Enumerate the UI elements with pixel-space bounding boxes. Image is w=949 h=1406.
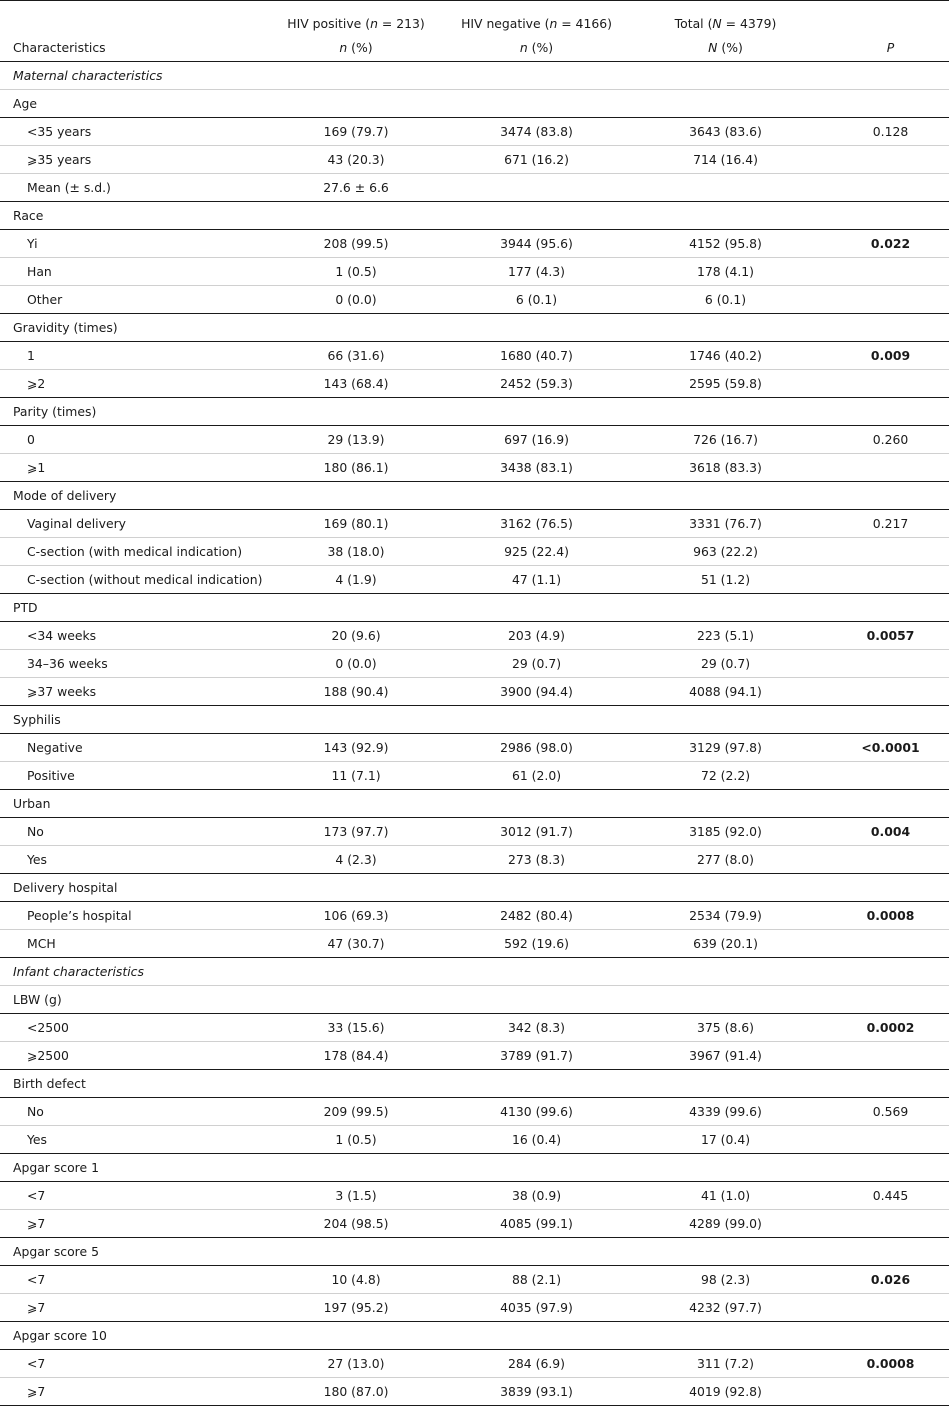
total-cell: 2534 (79.9) <box>632 902 819 930</box>
row-label: No <box>0 818 271 846</box>
total-cell: 3618 (83.3) <box>632 454 819 482</box>
table-header <box>0 1 949 62</box>
p-value-cell <box>819 930 949 958</box>
header-total <box>632 1 819 34</box>
p-value-cell <box>819 454 949 482</box>
table-row <box>0 1350 949 1378</box>
hiv-negative-cell: 671 (16.2) <box>441 146 632 174</box>
hiv-positive-cell: 197 (95.2) <box>271 1294 441 1322</box>
row-label: <7 <box>0 1350 271 1378</box>
category-row <box>0 482 949 510</box>
table-row <box>0 846 949 874</box>
hiv-positive-cell: 20 (9.6) <box>271 622 441 650</box>
header-characteristics: Characteristics <box>13 39 106 55</box>
total-cell: 41 (1.0) <box>632 1182 819 1210</box>
p-value-cell <box>819 1042 949 1070</box>
total-cell: 223 (5.1) <box>632 622 819 650</box>
table-row <box>0 342 949 370</box>
group-n-value: = 4379) <box>721 16 777 31</box>
total-cell: 963 (22.2) <box>632 538 819 566</box>
hiv-positive-cell: 66 (31.6) <box>271 342 441 370</box>
group-paren: ( <box>707 16 713 31</box>
p-value-cell <box>819 538 949 566</box>
p-value-cell: 0.569 <box>819 1098 949 1126</box>
p-value-cell <box>819 1378 949 1406</box>
p-value-cell: 0.004 <box>819 818 949 846</box>
category-label: Apgar score 10 <box>0 1322 949 1350</box>
table-row <box>0 678 949 706</box>
hiv-positive-cell: 29 (13.9) <box>271 426 441 454</box>
p-value-cell: 0.260 <box>819 426 949 454</box>
total-cell: 98 (2.3) <box>632 1266 819 1294</box>
hiv-positive-cell: 169 (80.1) <box>271 510 441 538</box>
total-cell: 311 (7.2) <box>632 1350 819 1378</box>
row-label: No <box>0 1098 271 1126</box>
group-n-var: n <box>370 16 378 31</box>
p-value-cell <box>819 846 949 874</box>
category-row <box>0 594 949 622</box>
table-row <box>0 734 949 762</box>
hiv-negative-cell: 3839 (93.1) <box>441 1378 632 1406</box>
row-label: ⩾35 years <box>0 146 271 174</box>
p-value-cell: 0.022 <box>819 230 949 258</box>
p-value-cell: 0.0057 <box>819 622 949 650</box>
hiv-negative-cell: 38 (0.9) <box>441 1182 632 1210</box>
p-value-cell <box>819 286 949 314</box>
table-row <box>0 902 949 930</box>
hiv-negative-cell: 3900 (94.4) <box>441 678 632 706</box>
category-row <box>0 706 949 734</box>
total-cell: 3331 (76.7) <box>632 510 819 538</box>
p-value-cell: 0.026 <box>819 1266 949 1294</box>
group-n-var: n <box>549 16 558 31</box>
category-row <box>0 1238 949 1266</box>
header-row-units <box>0 33 949 62</box>
total-cell: 72 (2.2) <box>632 762 819 790</box>
hiv-negative-cell: 4130 (99.6) <box>441 1098 632 1126</box>
category-label: Age <box>0 90 949 118</box>
table-row <box>0 174 949 202</box>
row-label: People’s hospital <box>0 902 271 930</box>
hiv-positive-cell: 1 (0.5) <box>271 1126 441 1154</box>
row-label: 1 <box>0 342 271 370</box>
p-value-cell <box>819 370 949 398</box>
group-paren: ( <box>365 16 371 31</box>
total-cell: 3185 (92.0) <box>632 818 819 846</box>
hiv-negative-cell: 3162 (76.5) <box>441 510 632 538</box>
row-label: MCH <box>0 930 271 958</box>
header-p-value: P <box>886 39 895 55</box>
row-label: Yi <box>0 230 271 258</box>
hiv-positive-cell: 204 (98.5) <box>271 1210 441 1238</box>
hiv-negative-cell: 2482 (80.4) <box>441 902 632 930</box>
hiv-negative-cell: 3012 (91.7) <box>441 818 632 846</box>
total-cell: 3129 (97.8) <box>632 734 819 762</box>
unit-var: N <box>708 39 718 55</box>
unit-total <box>632 33 819 62</box>
hiv-negative-cell: 697 (16.9) <box>441 426 632 454</box>
hiv-negative-cell: 29 (0.7) <box>441 650 632 678</box>
hiv-negative-cell: 3789 (91.7) <box>441 1042 632 1070</box>
unit-rest: (%) <box>717 39 743 55</box>
hiv-positive-cell: 209 (99.5) <box>271 1098 441 1126</box>
p-value-cell <box>819 762 949 790</box>
table-row <box>0 762 949 790</box>
hiv-positive-cell: 143 (68.4) <box>271 370 441 398</box>
section-row <box>0 958 949 986</box>
row-label: Yes <box>0 846 271 874</box>
category-row <box>0 986 949 1014</box>
table-row <box>0 930 949 958</box>
hiv-positive-cell: 169 (79.7) <box>271 118 441 146</box>
row-label: C-section (without medical indication) <box>0 566 271 594</box>
hiv-negative-cell: 88 (2.1) <box>441 1266 632 1294</box>
category-row <box>0 1154 949 1182</box>
table-row <box>0 286 949 314</box>
hiv-negative-cell: 2452 (59.3) <box>441 370 632 398</box>
p-value-cell <box>819 678 949 706</box>
header-hiv-positive <box>271 1 441 34</box>
hiv-positive-cell: 173 (97.7) <box>271 818 441 846</box>
hiv-negative-cell: 3474 (83.8) <box>441 118 632 146</box>
group-n-value: = 213) <box>377 16 425 31</box>
total-cell: 51 (1.2) <box>632 566 819 594</box>
table-row <box>0 566 949 594</box>
total-cell: 4232 (97.7) <box>632 1294 819 1322</box>
total-cell: 6 (0.1) <box>632 286 819 314</box>
category-label: Syphilis <box>0 706 949 734</box>
p-value-cell <box>819 174 949 202</box>
hiv-negative-cell: 16 (0.4) <box>441 1126 632 1154</box>
hiv-positive-cell: 3 (1.5) <box>271 1182 441 1210</box>
p-value-cell <box>819 1294 949 1322</box>
table-row <box>0 454 949 482</box>
table-row <box>0 538 949 566</box>
unit-var: n <box>339 39 348 55</box>
hiv-negative-cell: 6 (0.1) <box>441 286 632 314</box>
hiv-positive-cell: 208 (99.5) <box>271 230 441 258</box>
unit-var: n <box>519 39 528 55</box>
header-row-groups <box>0 1 949 34</box>
hiv-positive-cell: 1 (0.5) <box>271 258 441 286</box>
category-row <box>0 790 949 818</box>
p-value-cell <box>819 650 949 678</box>
row-label: <34 weeks <box>0 622 271 650</box>
row-label: Negative <box>0 734 271 762</box>
row-label: C-section (with medical indication) <box>0 538 271 566</box>
category-label: Birth defect <box>0 1070 949 1098</box>
hiv-positive-cell: 188 (90.4) <box>271 678 441 706</box>
total-cell: 4088 (94.1) <box>632 678 819 706</box>
total-cell: 3643 (83.6) <box>632 118 819 146</box>
total-cell: 4019 (92.8) <box>632 1378 819 1406</box>
table-row <box>0 370 949 398</box>
hiv-positive-cell: 33 (15.6) <box>271 1014 441 1042</box>
p-value-cell: 0.0008 <box>819 1350 949 1378</box>
section-row <box>0 62 949 90</box>
row-label: ⩾2 <box>0 370 271 398</box>
p-value-cell: 0.009 <box>819 342 949 370</box>
hiv-negative-cell <box>441 174 632 202</box>
category-row <box>0 90 949 118</box>
category-label: PTD <box>0 594 949 622</box>
table-body <box>0 62 949 1406</box>
table-row <box>0 1266 949 1294</box>
p-value-cell <box>819 146 949 174</box>
p-value-cell: 0.0008 <box>819 902 949 930</box>
p-value-cell: 0.217 <box>819 510 949 538</box>
table-row <box>0 510 949 538</box>
hiv-positive-cell: 0 (0.0) <box>271 650 441 678</box>
table-row <box>0 1378 949 1406</box>
hiv-negative-cell: 1680 (40.7) <box>441 342 632 370</box>
table-row <box>0 1126 949 1154</box>
group-paren: ( <box>544 16 550 31</box>
group-label: Total <box>674 16 704 31</box>
hiv-negative-cell: 273 (8.3) <box>441 846 632 874</box>
row-label: Yes <box>0 1126 271 1154</box>
table-row <box>0 118 949 146</box>
hiv-positive-cell: 43 (20.3) <box>271 146 441 174</box>
group-n-var: N <box>712 16 722 31</box>
hiv-negative-cell: 284 (6.9) <box>441 1350 632 1378</box>
category-label: LBW (g) <box>0 986 949 1014</box>
hiv-positive-cell: 180 (87.0) <box>271 1378 441 1406</box>
category-label: Gravidity (times) <box>0 314 949 342</box>
total-cell: 375 (8.6) <box>632 1014 819 1042</box>
p-value-cell: 0.445 <box>819 1182 949 1210</box>
hiv-positive-cell: 143 (92.9) <box>271 734 441 762</box>
hiv-negative-cell: 47 (1.1) <box>441 566 632 594</box>
hiv-negative-cell: 203 (4.9) <box>441 622 632 650</box>
table-row <box>0 650 949 678</box>
hiv-negative-cell: 3944 (95.6) <box>441 230 632 258</box>
category-label: Apgar score 5 <box>0 1238 949 1266</box>
row-label: Positive <box>0 762 271 790</box>
total-cell: 714 (16.4) <box>632 146 819 174</box>
hiv-positive-cell: 38 (18.0) <box>271 538 441 566</box>
total-cell: 29 (0.7) <box>632 650 819 678</box>
table-row <box>0 1210 949 1238</box>
hiv-positive-cell: 27.6 ± 6.6 <box>271 174 441 202</box>
total-cell: 178 (4.1) <box>632 258 819 286</box>
hiv-positive-cell: 0 (0.0) <box>271 286 441 314</box>
hiv-negative-cell: 177 (4.3) <box>441 258 632 286</box>
category-row <box>0 1322 949 1350</box>
category-label: Mode of delivery <box>0 482 949 510</box>
header-blank <box>0 1 271 34</box>
row-label: 0 <box>0 426 271 454</box>
total-cell: 4289 (99.0) <box>632 1210 819 1238</box>
hiv-positive-cell: 4 (2.3) <box>271 846 441 874</box>
total-cell: 639 (20.1) <box>632 930 819 958</box>
group-label: HIV negative <box>461 16 541 31</box>
unit-hiv-negative <box>441 33 632 62</box>
row-label: <2500 <box>0 1014 271 1042</box>
hiv-negative-cell: 61 (2.0) <box>441 762 632 790</box>
group-label: HIV positive <box>287 16 362 31</box>
total-cell: 726 (16.7) <box>632 426 819 454</box>
table-row <box>0 1294 949 1322</box>
category-row <box>0 874 949 902</box>
unit-hiv-positive <box>271 33 441 62</box>
row-label: ⩾7 <box>0 1210 271 1238</box>
row-label: ⩾7 <box>0 1294 271 1322</box>
p-value-cell <box>819 258 949 286</box>
total-cell: 4152 (95.8) <box>632 230 819 258</box>
table-row <box>0 1182 949 1210</box>
hiv-positive-cell: 10 (4.8) <box>271 1266 441 1294</box>
row-label: <35 years <box>0 118 271 146</box>
unit-rest: (%) <box>527 39 554 55</box>
category-label: Parity (times) <box>0 398 949 426</box>
total-cell: 3967 (91.4) <box>632 1042 819 1070</box>
table-row <box>0 818 949 846</box>
row-label: <7 <box>0 1266 271 1294</box>
hiv-positive-cell: 106 (69.3) <box>271 902 441 930</box>
hiv-negative-cell: 3438 (83.1) <box>441 454 632 482</box>
total-cell: 17 (0.4) <box>632 1126 819 1154</box>
header-blank-p <box>819 1 949 34</box>
p-value-cell: 0.0002 <box>819 1014 949 1042</box>
row-label: ⩾1 <box>0 454 271 482</box>
table-row <box>0 146 949 174</box>
table-row <box>0 1042 949 1070</box>
table-row <box>0 258 949 286</box>
hiv-negative-cell: 342 (8.3) <box>441 1014 632 1042</box>
p-value-cell <box>819 1126 949 1154</box>
total-cell: 277 (8.0) <box>632 846 819 874</box>
row-label: Vaginal delivery <box>0 510 271 538</box>
row-label: ⩾37 weeks <box>0 678 271 706</box>
hiv-negative-cell: 592 (19.6) <box>441 930 632 958</box>
row-label: ⩾7 <box>0 1378 271 1406</box>
row-label: Other <box>0 286 271 314</box>
row-label: 34–36 weeks <box>0 650 271 678</box>
row-label: <7 <box>0 1182 271 1210</box>
category-label: Apgar score 1 <box>0 1154 949 1182</box>
hiv-positive-cell: 178 (84.4) <box>271 1042 441 1070</box>
total-cell: 2595 (59.8) <box>632 370 819 398</box>
section-label: Infant characteristics <box>0 958 949 986</box>
category-label: Urban <box>0 790 949 818</box>
table-row <box>0 1014 949 1042</box>
table-row <box>0 426 949 454</box>
row-label: ⩾2500 <box>0 1042 271 1070</box>
total-cell: 4339 (99.6) <box>632 1098 819 1126</box>
total-cell <box>632 174 819 202</box>
p-value-cell: <0.0001 <box>819 734 949 762</box>
hiv-negative-cell: 925 (22.4) <box>441 538 632 566</box>
category-row <box>0 1070 949 1098</box>
category-row <box>0 202 949 230</box>
row-label: Han <box>0 258 271 286</box>
table-row <box>0 1098 949 1126</box>
table-row <box>0 622 949 650</box>
hiv-positive-cell: 47 (30.7) <box>271 930 441 958</box>
p-value-cell: 0.128 <box>819 118 949 146</box>
category-row <box>0 314 949 342</box>
category-label: Delivery hospital <box>0 874 949 902</box>
p-value-cell <box>819 1210 949 1238</box>
row-label: Mean (± s.d.) <box>0 174 271 202</box>
hiv-positive-cell: 180 (86.1) <box>271 454 441 482</box>
hiv-positive-cell: 11 (7.1) <box>271 762 441 790</box>
table-row <box>0 230 949 258</box>
header-hiv-negative <box>441 1 632 34</box>
total-cell: 1746 (40.2) <box>632 342 819 370</box>
hiv-negative-cell: 2986 (98.0) <box>441 734 632 762</box>
group-n-value: = 4166) <box>557 16 612 31</box>
hiv-negative-cell: 4085 (99.1) <box>441 1210 632 1238</box>
category-row <box>0 398 949 426</box>
p-value-cell <box>819 566 949 594</box>
unit-rest: (%) <box>347 39 373 55</box>
section-label: Maternal characteristics <box>0 62 949 90</box>
hiv-negative-cell: 4035 (97.9) <box>441 1294 632 1322</box>
hiv-positive-cell: 4 (1.9) <box>271 566 441 594</box>
hiv-positive-cell: 27 (13.0) <box>271 1350 441 1378</box>
category-label: Race <box>0 202 949 230</box>
